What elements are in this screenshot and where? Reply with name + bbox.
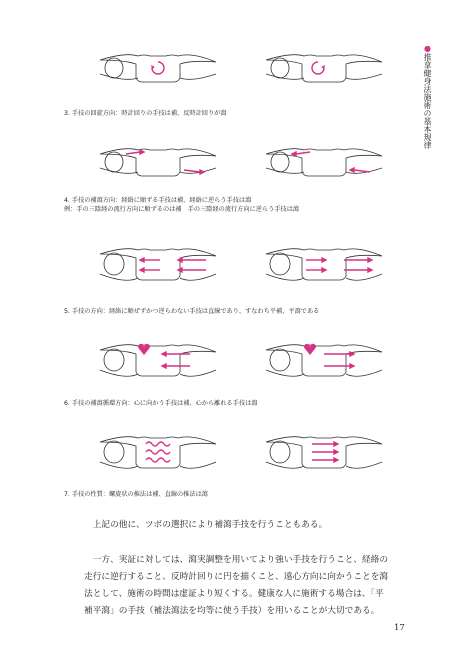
- figure-straight-right: [262, 232, 386, 296]
- figure-meridian-tonify: [96, 132, 220, 188]
- figure-away-heart: [262, 328, 386, 392]
- figure-straight-left: [96, 232, 220, 296]
- caption-rotation: 3. 手技の回旋方向：時計回りの手技は補、反時計回りが瀉: [64, 110, 227, 117]
- caption-meridian: 4. 手技の補瀉方向：経絡に順ずる手技は補、経絡に逆らう手技は瀉: [64, 197, 252, 204]
- sidebar-heading: [420, 44, 432, 149]
- figure-rotation-counterclockwise: [262, 38, 386, 94]
- figure-spiral-push: [96, 420, 220, 484]
- figure-meridian-sedate: [262, 132, 386, 188]
- caption-spiral: 7. 手技の性質：螺旋状の推法は補、直線の推法は瀉: [64, 491, 208, 498]
- body-paragraph-1: [84, 517, 390, 534]
- paragraph-text-1: 上記の他に、ツボの選択により補瀉手技を行うこともある。: [92, 520, 328, 530]
- page-number: 17: [394, 623, 405, 633]
- figure-straight-push: [262, 420, 386, 484]
- caption-heart: 6. 手技の補瀉循環方向：心に向かう手技は補、心から離れる手技は瀉: [64, 400, 258, 407]
- caption-straight: 5. 手技の方向：経絡に順ぜずかつ逆らわない手技は直線であり、すなわち平補、平瀉である: [64, 308, 320, 315]
- body-paragraph-2: [84, 552, 390, 620]
- figure-toward-heart: [96, 328, 220, 392]
- paragraph-text-2: 一方、実証に対しては、瀉実調整を用いてより強い手技を行うこと、経絡の走行に逆行すること、反時計回りに円を描くこと、遠心方向に向かうことを瀉法として、施術の時間は虚証より短くする。健康な人に施術する場合は、「平補平瀉」の手技（補法瀉法を均等に使う手技）を用いることが大切である。: [84, 555, 389, 616]
- caption-meridian-example: 例：手の三陰経の流行方向に順ずるのは補 手の三陰経の流行方向に逆らう手技は瀉: [64, 206, 300, 213]
- bullet-marker-icon: ●: [423, 44, 432, 53]
- figure-rotation-clockwise: [96, 38, 220, 94]
- sidebar-title: 推拿健身法施術の基本規律: [423, 53, 432, 149]
